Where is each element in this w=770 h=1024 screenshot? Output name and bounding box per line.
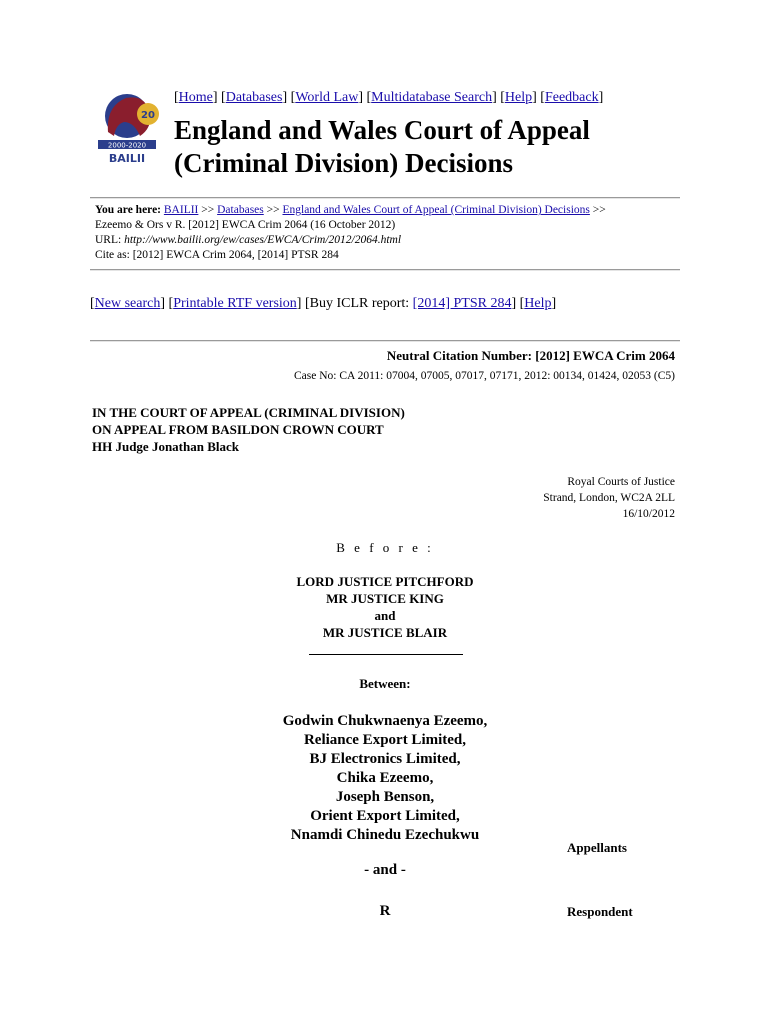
iclr-prefix: Buy ICLR report: [309, 296, 410, 311]
nav-feedback-link[interactable]: Feedback [544, 90, 599, 105]
breadcrumb-collection-link[interactable]: England and Wales Court of Appeal (Criminal Division) Decisions [282, 204, 590, 216]
appellants-list [0, 712, 770, 845]
url-label: URL: [95, 234, 122, 246]
appellant-name: Reliance Export Limited, [303, 732, 467, 748]
judges-and: and [374, 608, 396, 623]
separator-line [309, 654, 463, 655]
breadcrumb-current: Ezeemo & Ors v R. [2012] EWCA Crim 2064 (16 October 2012) [95, 219, 396, 231]
before-heading: B e f o r e : [336, 540, 434, 555]
nav-help-link[interactable]: Help [504, 90, 533, 105]
divider [90, 340, 680, 342]
page-title-line1: England and Wales Court of Appeal [174, 115, 590, 145]
nav-databases-link[interactable]: Databases [225, 90, 283, 105]
appellant-name: Joseph Benson, [335, 789, 435, 805]
new-search-link[interactable]: New search [94, 296, 161, 311]
breadcrumb [95, 203, 606, 263]
hearing-date: 16/10/2012 [622, 508, 675, 520]
appellant-name: Orient Export Limited, [310, 808, 460, 824]
respondent-name: R [379, 903, 391, 919]
judge-name: MR JUSTICE BLAIR [322, 625, 448, 640]
court-line: HH Judge Jonathan Black [92, 439, 240, 454]
nav-home-link[interactable]: Home [178, 90, 213, 105]
venue-line: Strand, London, WC2A 2LL [543, 492, 675, 504]
divider [90, 269, 680, 271]
breadcrumb-sep: >> [201, 204, 215, 216]
nav-multidatabase-search-link[interactable]: Multidatabase Search [371, 90, 493, 105]
judge-name: LORD JUSTICE PITCHFORD [296, 574, 474, 589]
logo-years: 2000-2020 [107, 141, 147, 150]
bailii-logo-graphic [96, 92, 162, 168]
breadcrumb-bailii-link[interactable]: BAILII [163, 204, 199, 216]
breadcrumb-databases-link[interactable]: Databases [217, 204, 264, 216]
court-heading [92, 404, 405, 455]
top-nav: [Home] [Databases] [World Law] [Multidatabase Search] [Help] [Feedback] [174, 90, 604, 105]
appellant-name: BJ Electronics Limited, [309, 751, 461, 767]
venue-line: Royal Courts of Justice [567, 476, 675, 488]
venue [543, 474, 675, 522]
url-value: http://www.bailii.org/ew/cases/EWCA/Crim/2012/2064.html [124, 234, 402, 246]
and-separator: - and - [364, 862, 406, 878]
document-toolbar: [New search] [Printable RTF version] [Buy ICLR report: [2014] PTSR 284] [Help] [90, 296, 557, 311]
court-line: ON APPEAL FROM BASILDON CROWN COURT [92, 422, 384, 437]
appellant-name: Chika Ezeemo, [336, 770, 434, 786]
breadcrumb-sep: >> [592, 204, 606, 216]
judge-name: MR JUSTICE KING [326, 591, 444, 606]
bailii-logo[interactable] [96, 92, 162, 168]
printable-rtf-link[interactable]: Printable RTF version [173, 296, 297, 311]
logo-badge: 20 [141, 110, 155, 121]
help-link[interactable]: Help [524, 296, 552, 311]
judges-list [0, 573, 770, 641]
respondent-label: Respondent [567, 904, 633, 919]
court-line: IN THE COURT OF APPEAL (CRIMINAL DIVISION) [92, 405, 405, 420]
appellant-name: Nnamdi Chinedu Ezechukwu [290, 827, 480, 843]
cite-line: Cite as: [2012] EWCA Crim 2064, [2014] PTSR 284 [95, 249, 339, 261]
breadcrumb-sep: >> [266, 204, 280, 216]
page-title-line2: (Criminal Division) Decisions [174, 148, 514, 178]
neutral-citation: Neutral Citation Number: [2012] EWCA Crim 2064 [386, 348, 675, 363]
between-heading: Between: [359, 676, 411, 691]
breadcrumb-prefix: You are here: [95, 204, 162, 216]
iclr-report-link[interactable]: [2014] PTSR 284 [412, 296, 512, 311]
appellants-label: Appellants [567, 840, 627, 855]
logo-name: BAILII [108, 152, 146, 165]
case-number: Case No: CA 2011: 07004, 07005, 07017, 07171, 2012: 00134, 01424, 02053 (C5) [294, 370, 675, 382]
url-line [95, 233, 606, 248]
appellant-name: Godwin Chukwnaenya Ezeemo, [282, 713, 488, 729]
nav-world-law-link[interactable]: World Law [295, 90, 359, 105]
divider [90, 197, 680, 199]
page-title [174, 114, 590, 180]
